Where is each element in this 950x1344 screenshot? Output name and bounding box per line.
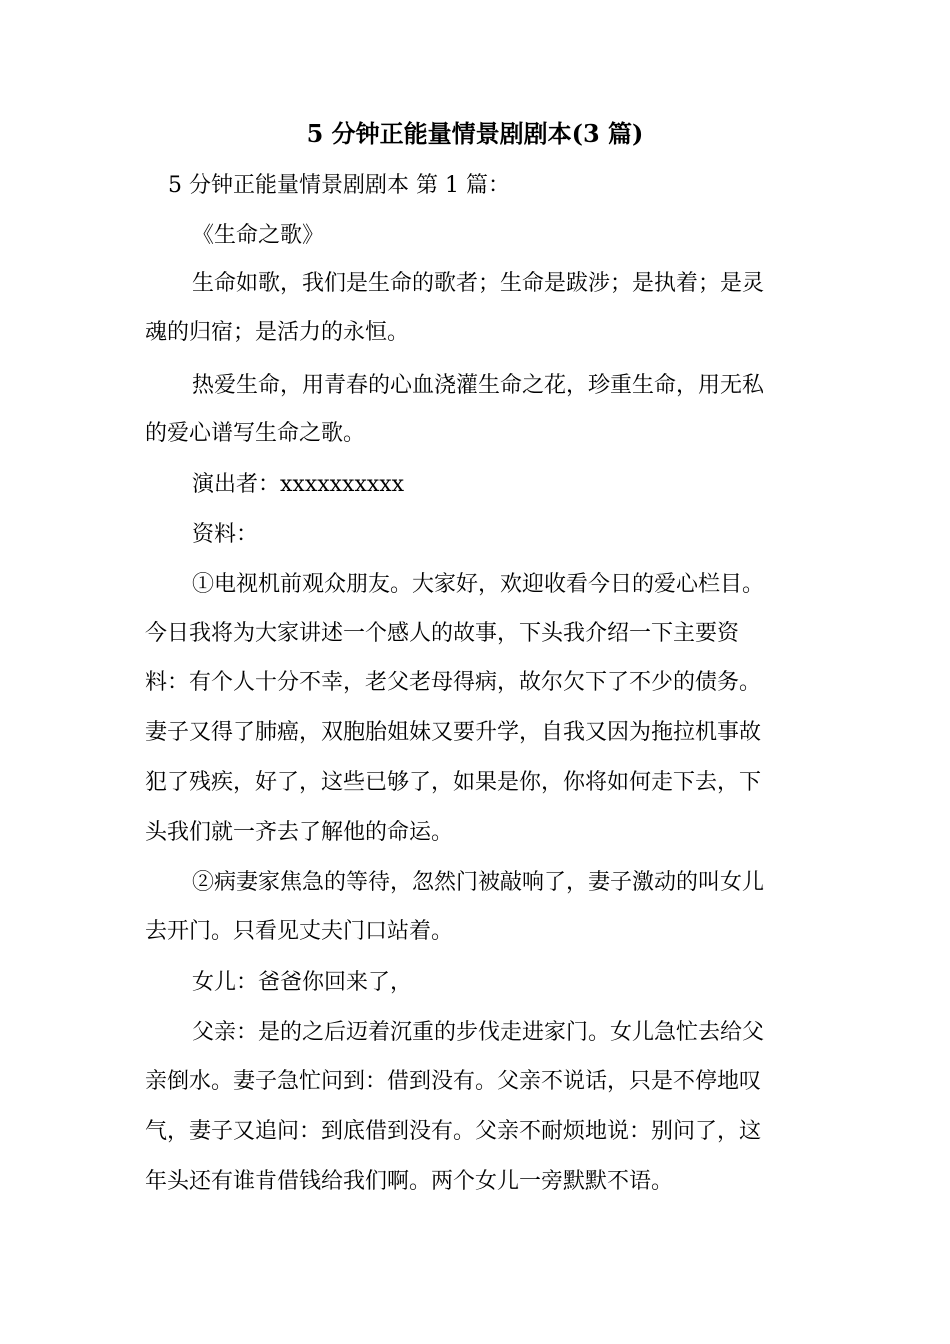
body-line: 生命如歌，我们是生命的歌者；生命是跋涉；是执着；是灵 xyxy=(192,271,765,296)
material-label: 资料： xyxy=(192,522,259,547)
body-line: 魂的归宿；是活力的永恒。 xyxy=(145,320,410,345)
body-line: ①电视机前观众朋友。大家好，欢迎收看今日的爱心栏目。 xyxy=(192,572,765,597)
dialogue-line: 父亲：是的之后迈着沉重的步伐走进家门。女儿急忙去给父 xyxy=(192,1020,765,1045)
document-title: 5 分钟正能量情景剧剧本(3 篇) xyxy=(306,119,644,148)
performer-line: 演出者：xxxxxxxxxx xyxy=(192,472,405,497)
body-line: 气，妻子又追问：到底借到没有。父亲不耐烦地说：别问了，这 xyxy=(145,1119,762,1144)
body-line: 料：有个人十分不幸，老父老母得病，故尔欠下了不少的债务。 xyxy=(145,670,762,695)
body-line: ②病妻家焦急的等待，忽然门被敲响了，妻子激动的叫女儿 xyxy=(192,870,765,895)
document-subtitle: 5 分钟正能量情景剧剧本 第 1 篇： xyxy=(168,173,510,198)
body-line: 犯了残疾，好了，这些已够了，如果是你，你将如何走下去，下 xyxy=(145,770,762,795)
body-line: 年头还有谁肯借钱给我们啊。两个女儿一旁默默不语。 xyxy=(145,1169,674,1194)
body-line: 今日我将为大家讲述一个感人的故事，下头我介绍一下主要资 xyxy=(145,621,740,646)
body-line: 去开门。只看见丈夫门口站着。 xyxy=(145,919,454,944)
body-line: 亲倒水。妻子急忙问到：借到没有。父亲不说话，只是不停地叹 xyxy=(145,1069,762,1094)
dialogue-line: 女儿：爸爸你回来了， xyxy=(192,970,413,995)
body-line: 的爱心谱写生命之歌。 xyxy=(145,421,366,446)
body-line: 头我们就一齐去了解他的命运。 xyxy=(145,820,454,845)
body-line: 妻子又得了肺癌，双胞胎姐妹又要升学，自我又因为拖拉机事故 xyxy=(145,720,762,745)
poem-title: 《生命之歌》 xyxy=(192,223,325,248)
body-line: 热爱生命，用青春的心血浇灌生命之花，珍重生命，用无私 xyxy=(192,373,765,398)
